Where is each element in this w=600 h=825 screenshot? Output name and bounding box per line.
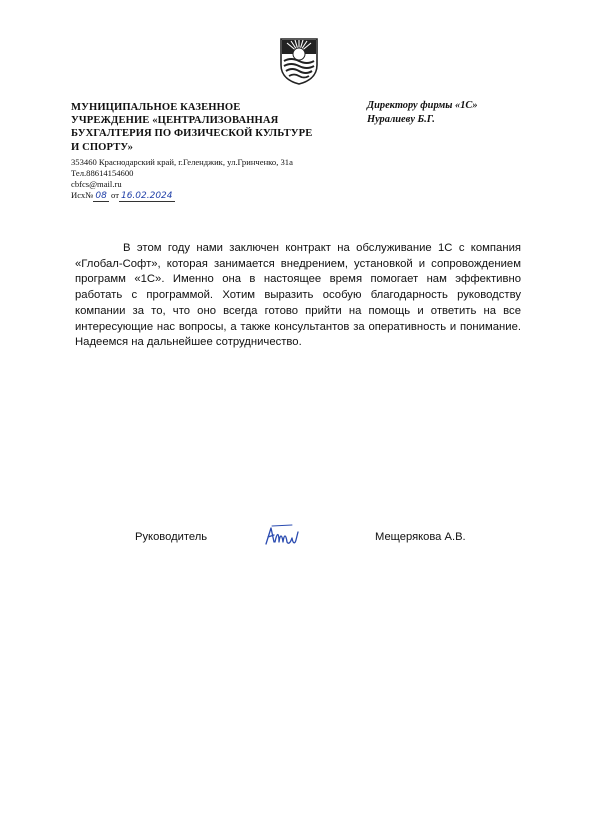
organization-name-line: БУХГАЛТЕРИЯ ПО ФИЗИЧЕСКОЙ КУЛЬТУРЕ — [71, 128, 313, 140]
organization-name-line: УЧРЕЖДЕНИЕ «ЦЕНТРАЛИЗОВАННАЯ — [71, 115, 279, 127]
signatory-name: Мещерякова А.В. — [375, 531, 466, 543]
organization-name-line: И СПОРТУ» — [71, 141, 133, 153]
handwritten-signature-icon — [262, 522, 302, 550]
organization-email: cbfcs@mail.ru — [71, 179, 122, 190]
sender-block — [71, 101, 361, 202]
recipient-line: Нуралиеву Б.Г. — [367, 113, 435, 125]
reference-prefix: Исх№ — [71, 190, 94, 201]
gelendzhik-coat-of-arms-icon — [279, 37, 319, 85]
organization-address: 353460 Краснодарский край, г.Геленджик, ул.Гринченко, 31а — [71, 156, 293, 167]
organization-name — [71, 101, 361, 154]
outgoing-reference — [71, 190, 361, 202]
reference-number: 08 — [95, 191, 107, 202]
signatory-role: Руководитель — [135, 531, 208, 543]
recipient-line: Директору фирмы «1С» — [367, 100, 478, 111]
organization-contacts — [71, 157, 361, 203]
reference-from-label: от — [111, 190, 119, 201]
reference-date: 16.02.2024 — [120, 191, 173, 202]
recipient-block — [367, 99, 567, 126]
organization-name-line: МУНИЦИПАЛЬНОЕ КАЗЕННОЕ — [71, 102, 241, 113]
organization-phone: Тел.88614154600 — [71, 168, 134, 179]
letter-body: В этом году нами заключен контракт на обслуживание 1С с компания «Глобал-Софт», которая занимается внедрением, установкой и сопровождением программ «1С». Именно она в настоящее время помогает нам эффективно работать с программой. Хотим выразить особую благодарность руководству компании за то, что оно всегда готово прийти на помощь и ответить на все интересующие нас вопросы, а также консультантов за оперативность и понимание. Надеемся на дальнейшее сотрудничество. — [75, 242, 521, 349]
